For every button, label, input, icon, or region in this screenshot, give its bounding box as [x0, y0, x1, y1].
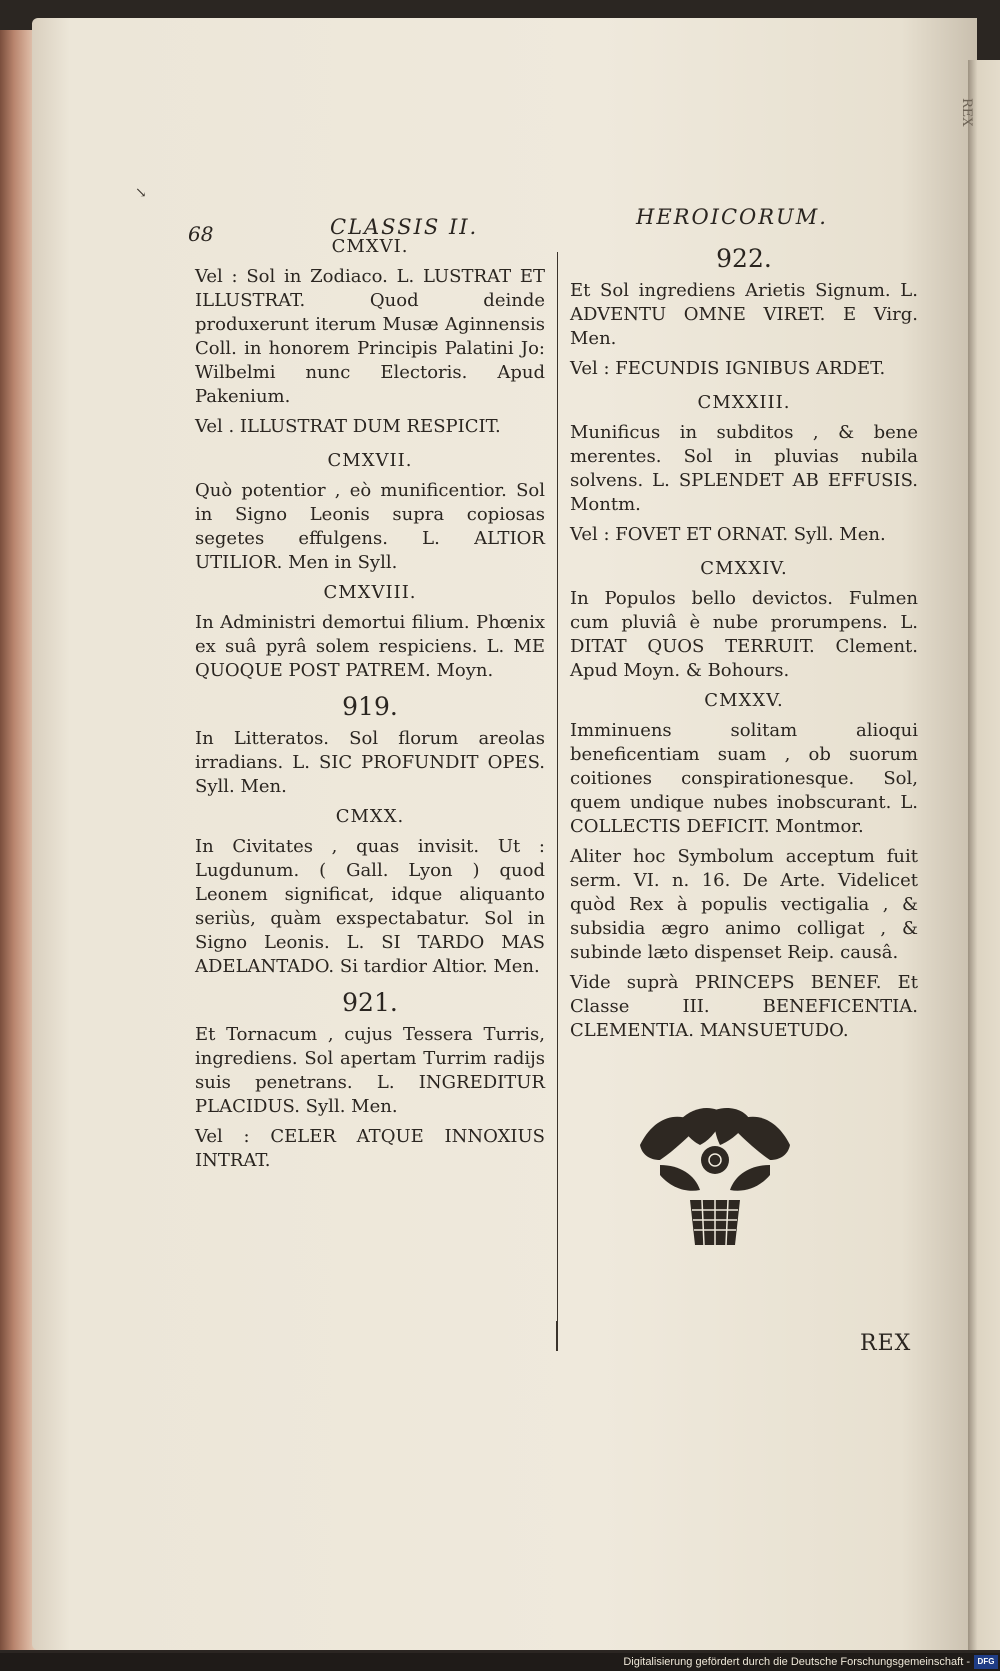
floral-basket-ornament [620, 1105, 810, 1260]
variant-motto: Vel : FECUNDIS IGNIBUS ARDET. [570, 358, 886, 379]
left-column [195, 235, 545, 1183]
emblem-number: CMXXIV. [700, 558, 788, 579]
emblem-number: CMXVI. [331, 236, 409, 257]
dfg-logo-icon: DFG [974, 1655, 998, 1669]
running-header-right: HEROICORUM. [636, 205, 828, 229]
emblem-number: CMXVIII. [323, 582, 417, 603]
next-page-edge [959, 60, 1000, 1650]
variant-motto: Vel : CELER ATQUE INNOXIUS INTRAT. [195, 1126, 545, 1171]
emblem-number: CMXXIII. [697, 392, 791, 413]
digitization-footer [0, 1653, 1000, 1671]
emblem-entry: Imminuens solitam alioqui beneficentiam suam , ob suorum coitiones conspirationesque. Sol, quem undique nubes inobscurant. L. COLLECTIS DEFICIT. Montmor. [570, 720, 918, 837]
emblem-number: CMXVII. [327, 450, 413, 471]
emblem-entry: Vide suprà PRINCEPS BENEF. Et Classe III. BENEFICENTIA. CLEMENTIA. MANSUETUDO. [570, 972, 918, 1041]
emblem-entry: Munificus in subditos , & bene merentes. Sol in pluvias nubila solvens. L. SPLENDET AB EFFUSIS. Montm. [570, 422, 918, 515]
emblem-number: 922. [716, 244, 772, 273]
emblem-entry: In Populos bello devictos. Fulmen cum pluviâ è nube prorumpens. L. DITAT QUOS TERRUIT. Clement. Apud Moyn. & Bohours. [570, 588, 918, 681]
emblem-entry: In Administri demortui filium. Phœnix ex suâ pyrâ solem respiciens. L. ME QUOQUE POST PATREM. Moyn. [195, 612, 545, 681]
margin-mark: ↘ [135, 185, 147, 201]
emblem-entry: Vel : Sol in Zodiaco. L. LUSTRAT ET ILLUSTRAT. Quod deinde produxerunt iterum Musæ Aginnensis Coll. in honorem Principis Palatini Jo: Wilbelmi nunc Electoris. Apud Pakenium. [195, 266, 545, 407]
emblem-entry: Et Tornacum , cujus Tessera Turris, ingrediens. Sol apertam Turrim radijs suis penetrans. L. INGREDITUR PLACIDUS. Syll. Men. [195, 1024, 545, 1117]
column-divider-tick [556, 1321, 558, 1351]
emblem-entry: Aliter hoc Symbolum acceptum fuit serm. VI. n. 16. De Arte. Videlicet quòd Rex à populis vectigalia , & subsidia ægro animo colligat , & subinde læto dispenset Reip. causâ. [570, 846, 918, 963]
page-number: 68 [188, 222, 214, 246]
variant-motto: Vel . ILLUSTRAT DUM RESPICIT. [195, 416, 501, 437]
emblem-entry: Et Sol ingrediens Arietis Signum. L. ADVENTU OMNE VIRET. E Virg. Men. [570, 280, 918, 349]
emblem-entry: Quò potentior , eò munificentior. Sol in Signo Leonis supra copiosas segetes effulgens. L. ALTIOR UTILIOR. Men in Syll. [195, 480, 545, 573]
emblem-entry: In Civitates , quas invisit. Ut : Lugdunum. ( Gall. Lyon ) quod Leonem significat, idque aliquanto seriùs, quàm exspectabatur. Sol in Signo Leonis. L. SI TARDO MAS ADELANTADO. Si tardior Altior. Men. [195, 836, 545, 977]
emblem-number: CMXX. [335, 806, 405, 827]
footer-credit: Digitalisierung gefördert durch die Deutsche Forschungsgemeinschaft - [623, 1656, 970, 1668]
emblem-number: 921. [342, 988, 398, 1017]
right-column [570, 235, 918, 1049]
emblem-entry: In Litteratos. Sol florum areolas irradians. L. SIC PROFUNDIT OPES. Syll. Men. [195, 728, 545, 797]
running-header-left: CLASSIS II. [330, 215, 479, 239]
catchword: REX [860, 1331, 912, 1356]
emblem-number: CMXXV. [704, 690, 784, 711]
emblem-number: 919. [342, 692, 398, 721]
next-page-fragment: REX [959, 98, 974, 127]
column-divider [557, 252, 558, 1347]
variant-motto: Vel : FOVET ET ORNAT. Syll. Men. [570, 524, 886, 545]
